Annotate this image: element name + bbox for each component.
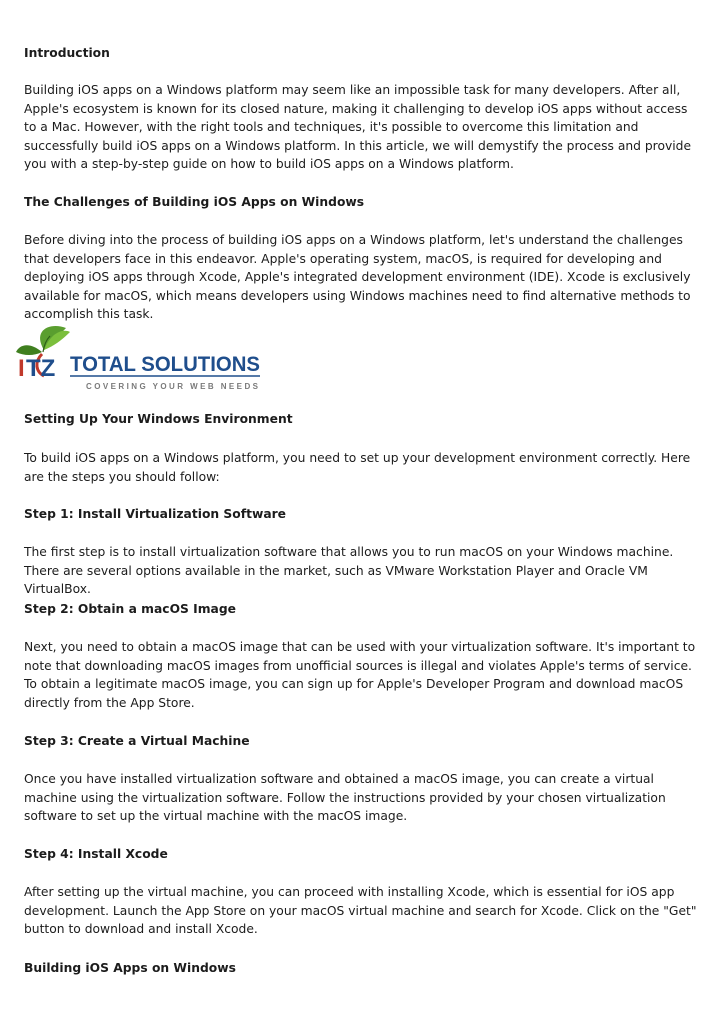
step3-heading: Step 3: Create a Virtual Machine (24, 734, 250, 748)
step2-heading: Step 2: Obtain a macOS Image (24, 602, 236, 616)
step4-paragraph: After setting up the virtual machine, you can proceed with installing Xcode, which is essential for iOS app development. Launch the App Store on your macOS virtual machine and search for Xcode. Click on the "Get" button to download and install Xcode. (24, 885, 697, 937)
challenges-heading: The Challenges of Building iOS Apps on Windows (24, 195, 365, 209)
itz-total-solutions-logo (14, 322, 264, 396)
setup-paragraph: To build iOS apps on a Windows platform, you need to set up your development environment correctly. Here are the steps you should follow: (24, 451, 691, 484)
step1-heading: Step 1: Install Virtualization Software (24, 507, 287, 521)
step4-heading: Step 4: Install Xcode (24, 847, 168, 861)
logo-mark: I (18, 355, 25, 382)
svg-text:TZ: TZ (26, 355, 56, 382)
logo-tagline: COVERING YOUR WEB NEEDS (86, 382, 258, 391)
step3-paragraph: Once you have installed virtualization software and obtained a macOS image, you can create a virtual machine using the virtualization software. Follow the instructions provided by your chosen virtualization software to set up the virtual machine with the macOS image. (24, 772, 666, 824)
step1-paragraph: The first step is to install virtualization software that allows you to run macOS on your Windows machine. There are several options available in the market, such as VMware Workstation Player and Oracle VM VirtualBox. (24, 545, 674, 597)
intro-heading: Introduction (24, 46, 110, 60)
step2-paragraph: Next, you need to obtain a macOS image that can be used with your virtualization software. It's important to note that downloading macOS images from unofficial sources is illegal and violates Apple's terms of service. To obtain a legitimate macOS image, you can sign up for Apple's Developer Program and download macOS directly from the App Store. (24, 640, 696, 710)
challenges-paragraph: Before diving into the process of building iOS apps on a Windows platform, let's understand the challenges that developers face in this endeavor. Apple's operating system, macOS, is required for developing and deploying iOS apps through Xcode, Apple's integrated development environment (IDE). Xcode is exclusively available for macOS, which means developers using Windows machines need to find alternative methods to accomplish this task. (24, 233, 691, 322)
intro-paragraph: Building iOS apps on a Windows platform may seem like an impossible task for many developers. After all, Apple's ecosystem is known for its closed nature, making it challenging to develop iOS apps without access to a Mac. However, with the right tools and techniques, it's possible to overcome this limitation and successfully build iOS apps on a Windows platform. In this article, we will demystify the process and provide you with a step-by-step guide on how to build iOS apps on a Windows platform. (24, 83, 692, 172)
setup-heading: Setting Up Your Windows Environment (24, 412, 293, 426)
building-heading: Building iOS Apps on Windows (24, 961, 236, 975)
logo-name: TOTAL SOLUTIONS (70, 353, 260, 376)
